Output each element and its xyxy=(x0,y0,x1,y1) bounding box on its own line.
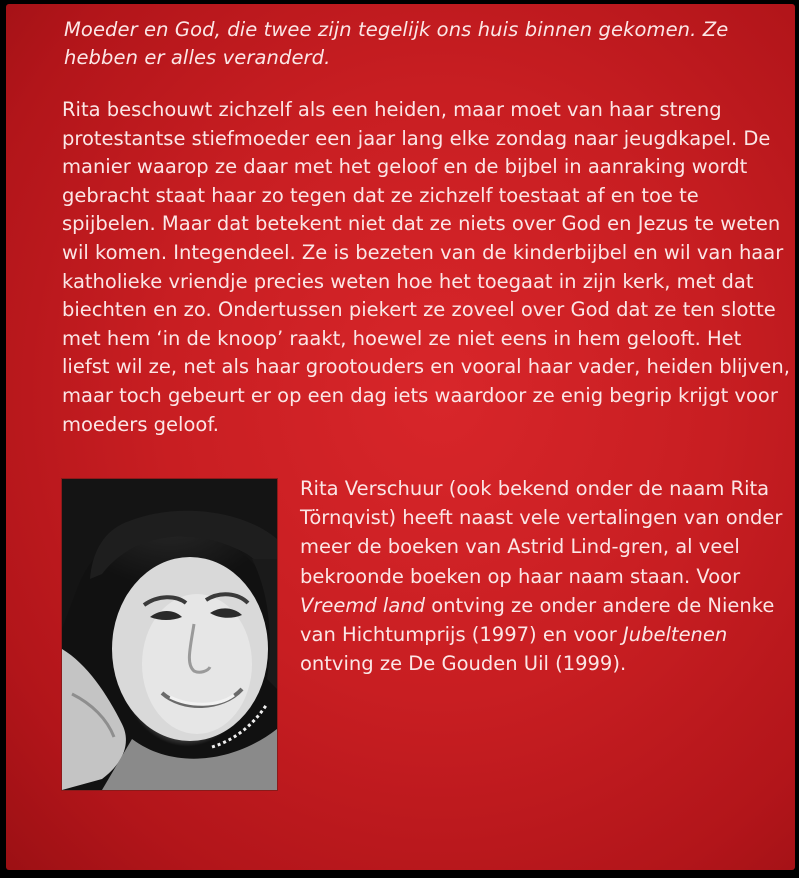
bio-text-part-3: ontving ze De Gouden Uil (1999). xyxy=(300,652,627,676)
author-photo xyxy=(61,478,278,791)
opening-quote: Moeder en God, die twee zijn tegelijk ons huis binnen gekomen. Ze hebben er alles veranderd. xyxy=(64,18,729,69)
book-title-vreemd-land: Vreemd land xyxy=(300,593,426,617)
bio-text-part-2: ontving ze onder andere de Nienke van Hichtumprijs (1997) en voor xyxy=(300,593,775,647)
book-title-jubeltenen: Jubeltenen xyxy=(623,623,728,647)
book-back-cover xyxy=(6,4,795,870)
bio-text-part-1: Rita Verschuur (ook bekend onder de naam Rita Törnqvist) heeft naast vele vertalingen van onder meer de boeken van Astrid Lind-gren, al veel bekroonde boeken op haar naam staan. Voor xyxy=(300,477,783,588)
book-blurb: Rita beschouwt zichzelf als een heiden, maar moet van haar streng protestantse stiefmoeder een jaar lang elke zondag naar jeugdkapel. De manier waarop ze daar met het geloof en de bijbel in aanraking wordt gebracht staat haar zo tegen dat ze zichzelf toestaat af en toe te spijbelen. Maar dat betekent niet dat ze niets over God en Jezus te weten wil komen. Integendeel. Ze is bezeten van de kinderbijbel en wil van haar katholieke vriendje precies weten hoe het toegaat in zijn kerk, met dat biechten en zo. Ondertussen piekert ze zoveel over God dat ze ten slotte met hem ‘in de knoop’ raakt, hoewel ze niet eens in hem gelooft. Het liefst wil ze, net als haar grootouders en vooral haar vader, heiden blijven, maar toch gebeurt er op een dag iets waardoor ze enig begrip krijgt voor moeders geloof. xyxy=(62,98,790,436)
author-bio xyxy=(300,474,795,678)
author-portrait-icon xyxy=(62,479,277,790)
